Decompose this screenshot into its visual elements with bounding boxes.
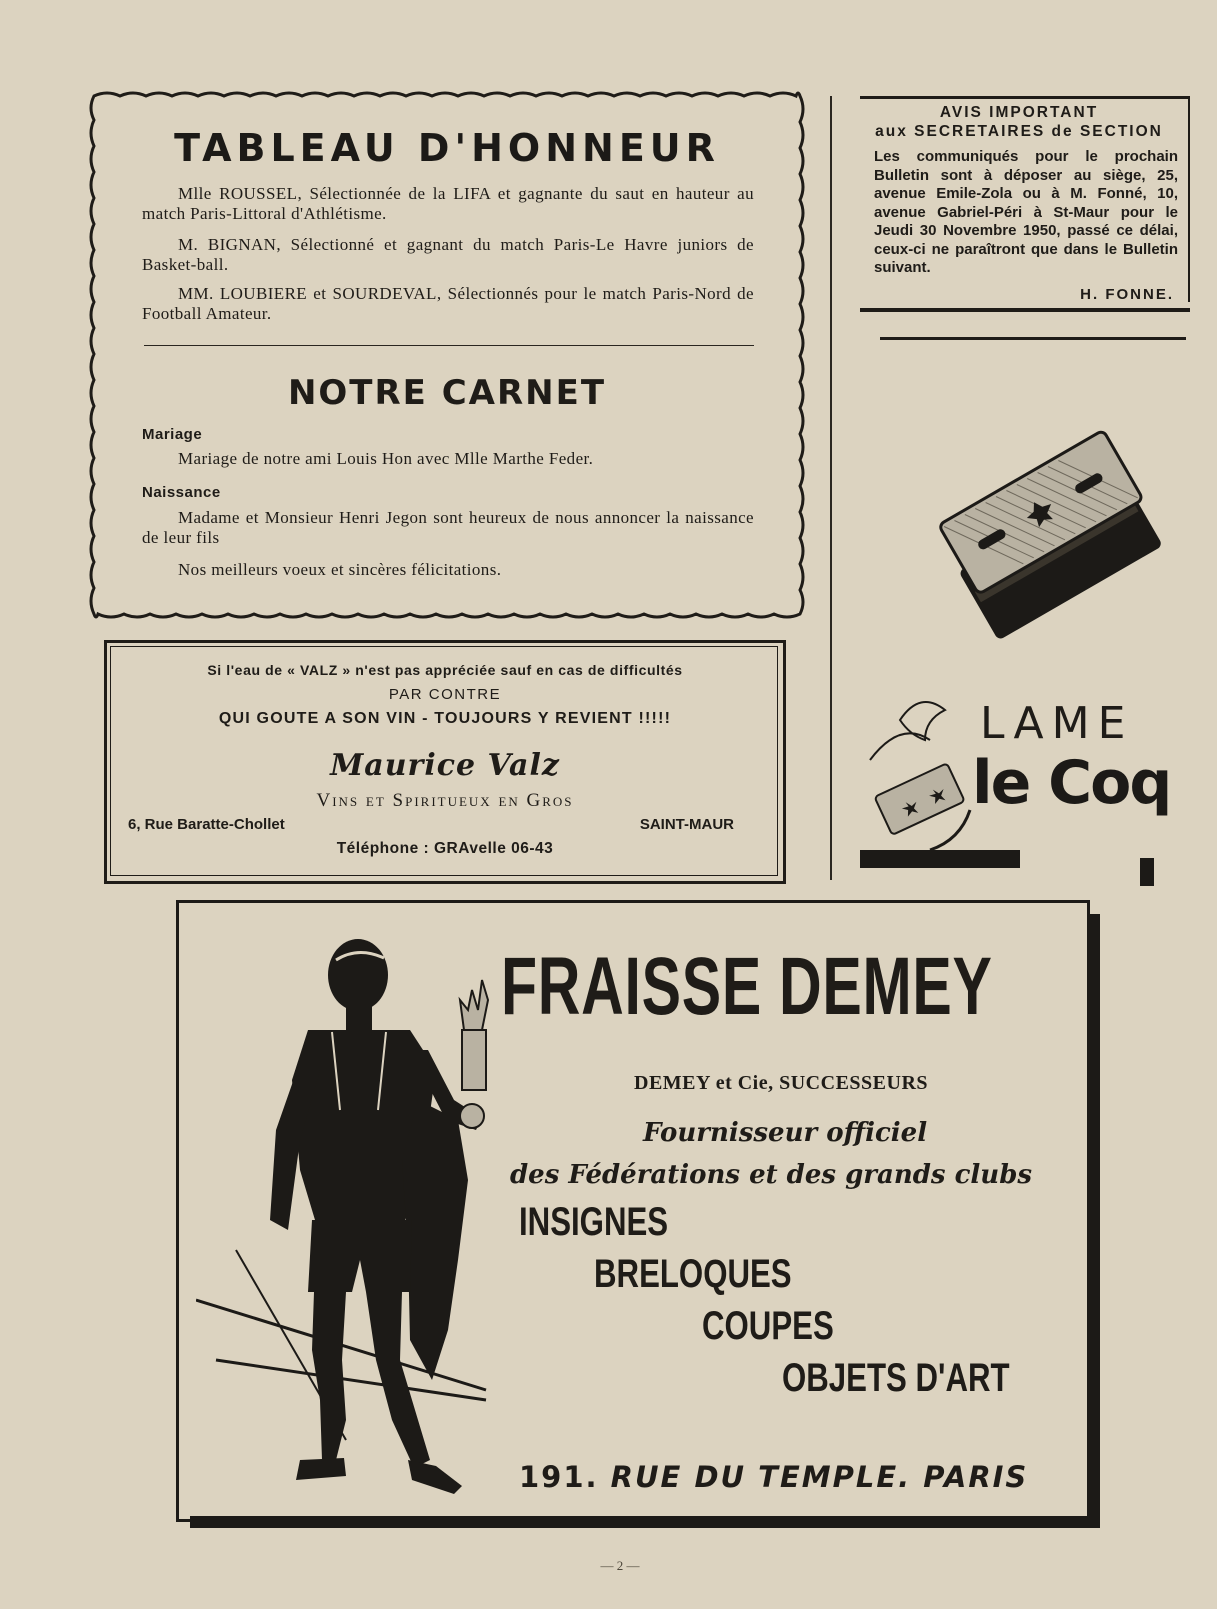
avis-signature: H. FONNE. xyxy=(1080,286,1174,303)
section-divider xyxy=(144,345,754,346)
le-coq-brand: le Coq xyxy=(972,748,1171,818)
naissance-text: Madame et Monsieur Henri Jegon sont heureux de nous annoncer la naissance de leur fils xyxy=(142,508,754,547)
item-breloques: BRELOQUES xyxy=(594,1252,792,1296)
address-number: 191. xyxy=(519,1460,599,1494)
item-objets-dart: OBJETS D'ART xyxy=(782,1356,1010,1400)
razor-blade-illustration xyxy=(860,420,1190,890)
column-rule xyxy=(830,96,832,880)
valz-slogan-3: QUI GOUTE A SON VIN - TOUJOURS Y REVIENT !!!!! xyxy=(218,710,672,727)
valz-trade: Vins et Spiritueux en Gros xyxy=(316,790,574,811)
fournisseur-line: Fournisseur officiel xyxy=(643,1118,928,1148)
item-insignes: INSIGNES xyxy=(519,1200,669,1244)
valz-slogan-1: Si l'eau de « VALZ » n'est pas appréciée sauf en cas de difficultés xyxy=(207,662,683,678)
avis-important-box xyxy=(860,96,1190,312)
valz-name: Maurice Valz xyxy=(330,748,560,783)
fraisse-address xyxy=(519,1460,1028,1494)
frame-shadow xyxy=(1090,914,1100,1526)
valz-address: 6, Rue Baratte-Chollet xyxy=(128,816,285,833)
fraisse-demey-advertisement xyxy=(176,900,1102,1532)
avis-text: Les communiqués pour le prochain Bulletin sont à déposer au siège, 25, avenue Emile-Zola ou à M. Fonné, 10, avenue Gabriel-Péri à St-Maur pour le Jeudi 30 Novembre 1950, passé ce délai, ceux-ci ne paraîtront que dans le Bulletin suivant. xyxy=(874,148,1178,276)
avis-title: AVIS IMPORTANT xyxy=(939,104,1099,121)
avis-side-rule xyxy=(1188,96,1190,302)
naissance-heading: Naissance xyxy=(142,484,221,501)
valz-telephone: Téléphone : GRAvelle 06-43 xyxy=(336,840,554,857)
avis-subtitle: aux SECRETAIRES de SECTION xyxy=(875,123,1163,140)
valz-slogan-2: PAR CONTRE xyxy=(388,686,502,703)
lame-word: LAME xyxy=(980,698,1134,749)
avis-separator xyxy=(880,337,1186,340)
athlete-silhouette xyxy=(196,920,516,1520)
voeux-text: Nos meilleurs voeux et sincères félicitations. xyxy=(178,560,502,579)
honneur-para-roussel: Mlle ROUSSEL, Sélectionnée de la LIFA et gagnante du saut en hauteur au match Paris-Littoral d'Athlétisme. xyxy=(142,184,754,223)
honneur-para-loubiere: MM. LOUBIERE et SOURDEVAL, Sélectionnés pour le match Paris-Nord de Football Amateur. xyxy=(142,284,754,323)
federations-line: des Fédérations et des grands clubs xyxy=(510,1160,1033,1190)
successeurs-line: DEMEY et Cie, SUCCESSEURS xyxy=(634,1072,929,1094)
tableau-honneur-box xyxy=(88,90,806,620)
honneur-title: TABLEAU D'HONNEUR xyxy=(174,126,720,170)
lame-le-coq-advertisement xyxy=(860,420,1190,890)
fraisse-demey-title: FRAISSE DEMEY xyxy=(501,941,993,1032)
page-number: — 2 — xyxy=(600,1558,640,1573)
valz-city: SAINT-MAUR xyxy=(639,816,734,833)
address-street: RUE DU TEMPLE. PARIS xyxy=(610,1460,1029,1494)
mariage-heading: Mariage xyxy=(142,426,203,443)
avis-top-rule xyxy=(860,96,1190,99)
item-coupes: COUPES xyxy=(702,1304,834,1348)
honneur-para-bignan: M. BIGNAN, Sélectionné et gagnant du match Paris-Le Havre juniors de Basket-ball. xyxy=(142,235,754,274)
carnet-title: NOTRE CARNET xyxy=(287,373,607,413)
valz-advertisement xyxy=(104,640,786,884)
mariage-text: Mariage de notre ami Louis Hon avec Mlle Marthe Feder. xyxy=(178,449,594,468)
avis-bottom-rule xyxy=(860,308,1190,312)
